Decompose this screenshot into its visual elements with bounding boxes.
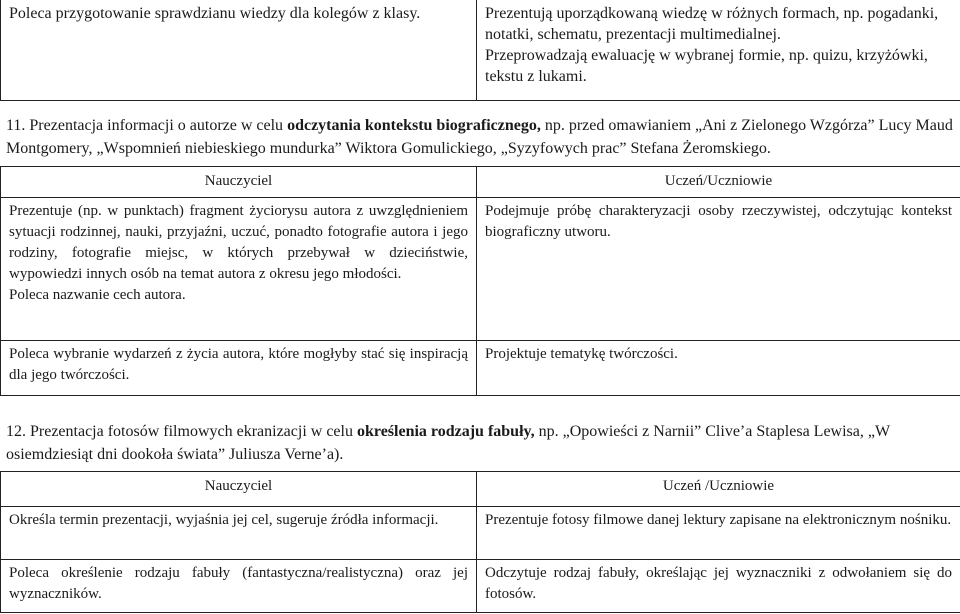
- teacher-cell: [1, 0, 477, 101]
- teacher-cell: [1, 341, 477, 396]
- cell-text: Przeprowadzają ewaluację w wybranej formie, np. quizu, krzyżówki, tekstu z lukami.: [485, 47, 928, 85]
- table-row: [1, 0, 960, 101]
- table-row: [1, 507, 960, 560]
- heading-text: np. przed omawianiem „Ani z Zielonego Wzgórza” Lucy Maud Montgomery, „Wspomnień niebieskiego mundurka” Wiktora Gomulickiego, „Syzyfowych prac” Stefana Żeromskiego.: [6, 117, 953, 157]
- section-12-table: [0, 471, 960, 613]
- heading-bold-text: określenia rodzaju fabuły,: [356, 423, 535, 440]
- section-11-heading: [6, 114, 954, 160]
- column-header-teacher: Nauczyciel: [1, 472, 477, 507]
- student-cell: [477, 341, 960, 396]
- table-header-row: [1, 167, 960, 198]
- cell-text: Określa termin prezentacji, wyjaśnia jej cel, sugeruje źródła informacji.: [9, 512, 439, 528]
- teacher-cell: [1, 198, 477, 341]
- table-row: [1, 560, 960, 613]
- cell-text: Poleca nazwanie cech autora.: [9, 287, 186, 303]
- column-header-student: Uczeń/Uczniowie: [477, 167, 960, 198]
- student-cell: [477, 560, 960, 613]
- heading-text: 11. Prezentacja informacji o autorze w celu: [6, 117, 288, 134]
- student-cell: [477, 0, 960, 101]
- heading-text: 12. Prezentacja fotosów filmowych ekranizacji w celu: [6, 423, 357, 440]
- cell-text: Prezentuje fotosy filmowe danej lektury zapisane na elektronicznym nośniku.: [485, 512, 952, 528]
- cell-text: Projektuje tematykę twórczości.: [485, 346, 678, 362]
- table-header-row: [1, 472, 960, 507]
- table-row: [1, 198, 960, 341]
- heading-text: np. „Opowieści z Narnii” Clive’a Staplesa Lewisa, „W osiemdziesiąt dni dookoła świata” Juliusza Verne’a).: [6, 423, 890, 463]
- cell-text: Poleca przygotowanie sprawdzianu wiedzy dla kolegów z klasy.: [9, 5, 421, 22]
- cell-text: Podejmuje próbę charakteryzacji osoby rzeczywistej, odczytując kontekst biograficzny utworu.: [485, 203, 952, 240]
- section-12-heading: [6, 420, 954, 466]
- section-11-table: [0, 166, 960, 396]
- teacher-cell: [1, 507, 477, 560]
- student-cell: [477, 198, 960, 341]
- previous-section-table: [0, 0, 960, 101]
- cell-text: Prezentuje (np. w punktach) fragment życiorysu autora z uwzględnieniem sytuacji rodzinnej, nauki, przyjaźni, uczuć, ponadto fotografie autora i jego rodziny, fotografie miejsc, w których przebywał w dzieciństwie, wypowiedzi innych osób na temat autora z okresu jego młodości.: [9, 203, 468, 282]
- student-cell: [477, 507, 960, 560]
- table-row: [1, 341, 960, 396]
- column-header-student: Uczeń /Uczniowie: [477, 472, 960, 507]
- heading-bold-text: odczytania kontekstu biograficznego,: [287, 117, 541, 134]
- cell-text: Poleca określenie rodzaju fabuły (fantastyczna/realistyczna) oraz jej wyznaczników.: [9, 565, 468, 602]
- cell-text: Poleca wybranie wydarzeń z życia autora, które mogłyby stać się inspiracją dla jego twórczości.: [9, 346, 468, 383]
- column-header-teacher: Nauczyciel: [1, 167, 477, 198]
- teacher-cell: [1, 560, 477, 613]
- cell-text: Odczytuje rodzaj fabuły, określając jej wyznaczniki z odwołaniem się do fotosów.: [485, 565, 952, 602]
- cell-text: Prezentują uporządkowaną wiedzę w różnych formach, np. pogadanki, notatki, schematu, prezentacji multimedialnej.: [485, 5, 939, 43]
